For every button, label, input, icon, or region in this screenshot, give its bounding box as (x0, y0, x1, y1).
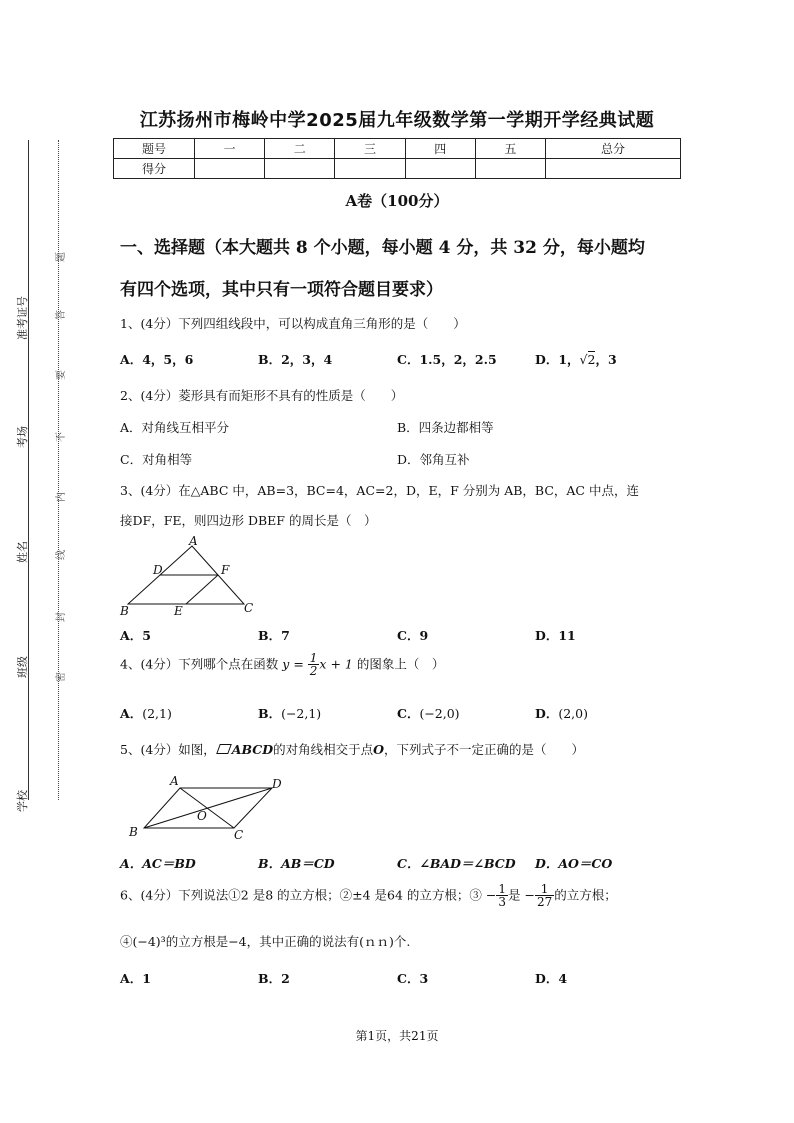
score-table-header-cell: 四 (405, 139, 475, 159)
question-2-text: 2、(4分）菱形具有而矩形不具有的性质是（ ） (120, 388, 404, 403)
q3-option-d[interactable]: D．11 (535, 628, 576, 643)
q5-option-b[interactable]: B．AB＝CD (258, 856, 335, 871)
score-table-header-cell: 题号 (114, 139, 195, 159)
q4-text-post: 的图象上（ ） (356, 656, 445, 672)
q5-option-a[interactable]: A．AC＝BD (120, 856, 196, 871)
side-label-exam-number: 准考证号 (16, 296, 29, 340)
q5-label-a: A (170, 774, 179, 788)
score-table-score-row (114, 159, 681, 179)
q6-option-a[interactable]: A．1 (120, 971, 151, 986)
page-title: 江苏扬州市梅岭中学2025届九年级数学第一学期开学经典试题 (139, 110, 655, 131)
q6-fraction-2 (535, 883, 554, 908)
q3-option-a[interactable]: A．5 (120, 628, 151, 643)
q4-frac-den: 2 (309, 664, 318, 678)
section-1-heading-line2: 有四个选项，其中只有一项符合题目要求） (120, 280, 443, 300)
side-dotted-char: 内 (56, 492, 67, 502)
q4-option-a[interactable] (120, 704, 172, 722)
q6-f2-num: 1 (535, 883, 554, 896)
score-table-header-cell: 总分 (546, 139, 681, 159)
q2-option-c[interactable]: C．对角相等 (120, 452, 193, 467)
score-table (113, 138, 681, 179)
q4-option-c[interactable] (397, 704, 460, 722)
q2-option-a[interactable]: A．对角线互相平分 (120, 420, 230, 435)
q4-option-d-value: (2,0) (558, 706, 588, 721)
score-table-header-cell: 一 (195, 139, 265, 159)
score-table-row-label: 得分 (114, 159, 195, 179)
q5-option-d[interactable]: D．AO＝CO (535, 856, 613, 871)
q4-fraction (308, 652, 320, 677)
side-dotted-char: 题 (56, 252, 67, 262)
q6-option-d[interactable]: D．4 (535, 971, 568, 986)
question-4-text (120, 652, 444, 677)
q6-text-c: 的立方根； (554, 887, 617, 903)
q1-option-d-pre: D．1， (535, 352, 580, 367)
q6-fraction-1 (496, 883, 508, 908)
parallelogram-symbol (216, 744, 232, 754)
score-table-header-row (114, 139, 681, 159)
q1-option-a[interactable]: A．4，5，6 (120, 352, 194, 367)
side-label-exam-room: 考场 (16, 426, 29, 448)
q4-option-d-letter: D． (535, 706, 559, 721)
q1-option-d[interactable] (535, 350, 617, 368)
q6-f2-den: 27 (536, 895, 553, 909)
q5-parallelogram-figure (122, 770, 292, 842)
q6-f1-num: 1 (498, 882, 507, 896)
q3-label-f: F (221, 563, 230, 577)
question-3-text: 3、(4分）在△ABC 中，AB=3，BC=4，AC=2，D，E，F 分别为 AB，BC，AC 中点，连 (120, 483, 639, 498)
q4-option-b-value: (−2,1) (281, 706, 322, 721)
q1-option-b[interactable]: B．2，3，4 (258, 352, 333, 367)
question-5-text (120, 740, 584, 758)
q5-text-end: ，下列式子不一定正确的是（ ） (384, 742, 585, 757)
q2-option-b[interactable]: B．四条边都相等 (397, 420, 494, 435)
sqrt-radicand: 2 (587, 352, 596, 367)
page-footer: 第1页，共21页 (355, 1029, 439, 1043)
q6-option-c[interactable]: C．3 (397, 971, 429, 986)
q4-option-a-value: (2,1) (142, 706, 172, 721)
side-label-class: 班级 (16, 656, 29, 678)
score-table-header-cell: 五 (475, 139, 545, 159)
q5-text-abcd: ABCD (231, 742, 274, 757)
q4-option-c-letter: C． (397, 706, 420, 721)
side-dotted-char: 答 (56, 310, 67, 320)
q5-text-post: 的对角线相交于点 (273, 742, 374, 757)
q6-option-b[interactable]: B．2 (258, 971, 290, 986)
score-cell[interactable] (335, 159, 405, 179)
q5-text-pre: 5、(4分）如图， (120, 742, 216, 757)
side-dotted-char: 线 (56, 550, 67, 560)
q4-frac-num: 1 (309, 651, 318, 665)
q5-label-c: C (234, 828, 244, 842)
score-cell[interactable] (405, 159, 475, 179)
side-dotted-char: 密 (56, 672, 67, 682)
score-cell[interactable] (195, 159, 265, 179)
q3-label-b: B (120, 604, 129, 618)
section-1-heading-line1: 一、选择题（本大题共 8 个小题，每小题 4 分，共 32 分，每小题均 (120, 238, 645, 258)
q6-text-a: 6、(4分）下列说法①2 是8 的立方根；②±4 是64 的立方根；③ − (120, 887, 497, 903)
q6-f1-den: 3 (498, 895, 507, 909)
score-cell[interactable] (265, 159, 335, 179)
q4-func-rest: x + 1 (319, 656, 353, 672)
side-label-name: 姓名 (16, 541, 29, 563)
q5-label-o: O (197, 809, 207, 823)
q6-text-b: 是 − (508, 887, 535, 903)
q3-option-b[interactable]: B．7 (258, 628, 290, 643)
side-dotted-line (58, 140, 59, 800)
q1-option-d-post: ，3 (595, 352, 617, 367)
q3-option-c[interactable]: C．9 (397, 628, 429, 643)
q3-label-c: C (244, 601, 254, 615)
q4-text-pre: 4、(4分）下列哪个点在函数 (120, 656, 279, 672)
q5-label-b: B (129, 825, 138, 839)
q3-label-e: E (174, 604, 183, 618)
q5-text-o: O (373, 742, 384, 757)
section-a-heading: A卷（100分） (345, 192, 449, 210)
side-line-1 (28, 140, 29, 800)
question-6-text (120, 883, 617, 908)
score-table-header-cell: 三 (335, 139, 405, 159)
side-label-school: 学校 (16, 790, 29, 812)
q5-option-c[interactable]: C．∠BAD＝∠BCD (397, 856, 516, 871)
q4-option-b-letter: B． (258, 706, 282, 721)
side-dotted-char: 不 (56, 432, 67, 442)
question-3-text-line2: 接DF，FE，则四边形 DBEF 的周长是（ ） (120, 513, 377, 528)
q4-option-a-letter: A． (120, 706, 143, 721)
q5-label-d: D (272, 777, 282, 791)
q4-option-c-value: (−2,0) (419, 706, 460, 721)
q1-option-c[interactable]: C．1.5，2，2.5 (397, 352, 497, 367)
side-dotted-char: 封 (56, 612, 67, 622)
q2-option-d[interactable]: D．邻角互补 (397, 452, 470, 467)
score-table-header-cell: 二 (265, 139, 335, 159)
sqrt-symbol: √ (579, 352, 588, 367)
score-cell[interactable] (475, 159, 545, 179)
question-1-text: 1、(4分）下列四组线段中，可以构成直角三角形的是（ ） (120, 316, 466, 331)
q4-func-y: y = (282, 656, 304, 672)
q4-option-b[interactable] (258, 704, 321, 722)
side-dotted-char: 要 (56, 370, 67, 380)
q4-option-d[interactable] (535, 704, 588, 722)
q3-label-d: D (153, 563, 163, 577)
score-cell[interactable] (546, 159, 681, 179)
question-6-text-line2: ④(−4)³的立方根是−4，其中正确的说法有(ｎｎ)个. (120, 934, 411, 949)
q3-label-a: A (189, 534, 198, 548)
q3-triangle-figure (116, 534, 266, 619)
